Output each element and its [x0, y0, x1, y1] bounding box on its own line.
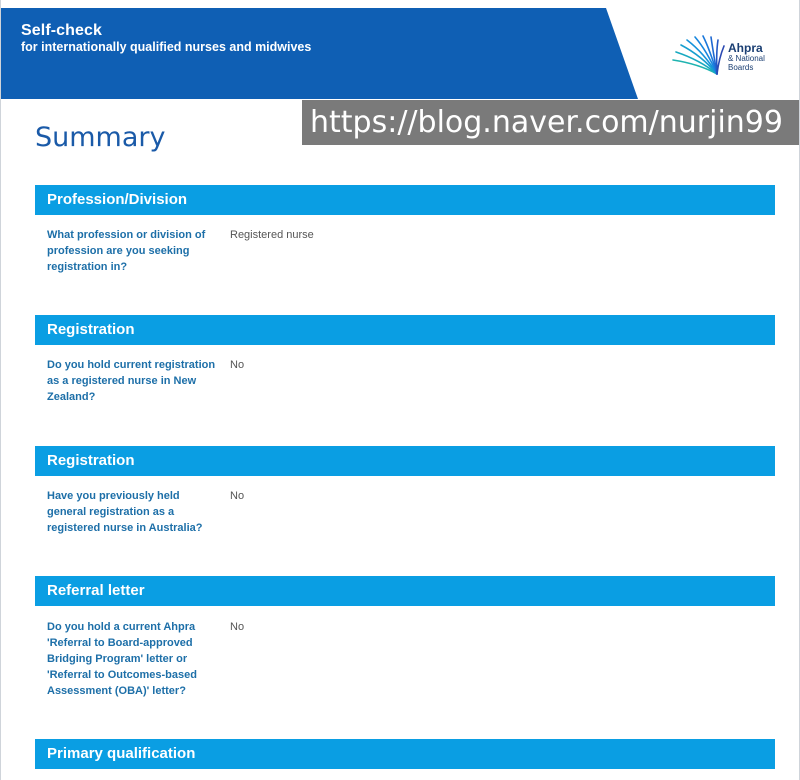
answer-registration-au: No: [230, 490, 245, 502]
question-referral-letter: Do you hold a current Ahpra 'Referral to Board-approved Bridging Program' letter or 'Referral to Outcomes-based Assessment (OBA)' letter?: [47, 621, 197, 697]
question-registration-nz: Do you hold current registration as a registered nurse in New Zealand?: [47, 359, 216, 403]
ahpra-fan-logo-icon: [669, 34, 725, 78]
section-heading-primary-qualification: Primary qualification: [35, 739, 775, 769]
header-top-strip: [1, 0, 800, 8]
section-heading-registration-nz: Registration: [35, 315, 775, 345]
header-title: Self-check: [21, 22, 103, 39]
header-subtitle: for internationally qualified nurses and midwives: [21, 40, 312, 54]
logo-brand: Ahpra: [728, 41, 763, 55]
question-registration-au: Have you previously held general registration as a registered nurse in Australia?: [47, 490, 203, 534]
logo-sub-line1: & National: [728, 54, 765, 63]
section-heading-registration-au: Registration: [35, 446, 775, 476]
page-title: Summary: [35, 122, 166, 153]
section-heading-referral-letter: Referral letter: [35, 576, 775, 606]
answer-profession: Registered nurse: [230, 229, 314, 241]
answer-referral-letter: No: [230, 621, 245, 633]
ahpra-logo-text: [728, 42, 765, 72]
answer-registration-nz: No: [230, 359, 245, 371]
blog-watermark: https://blog.naver.com/nurjin99: [302, 100, 800, 145]
logo-sub-line2: Boards: [728, 63, 754, 72]
section-heading-profession: Profession/Division: [35, 185, 775, 215]
question-profession: What profession or division of profession are you seeking registration in?: [47, 229, 206, 273]
